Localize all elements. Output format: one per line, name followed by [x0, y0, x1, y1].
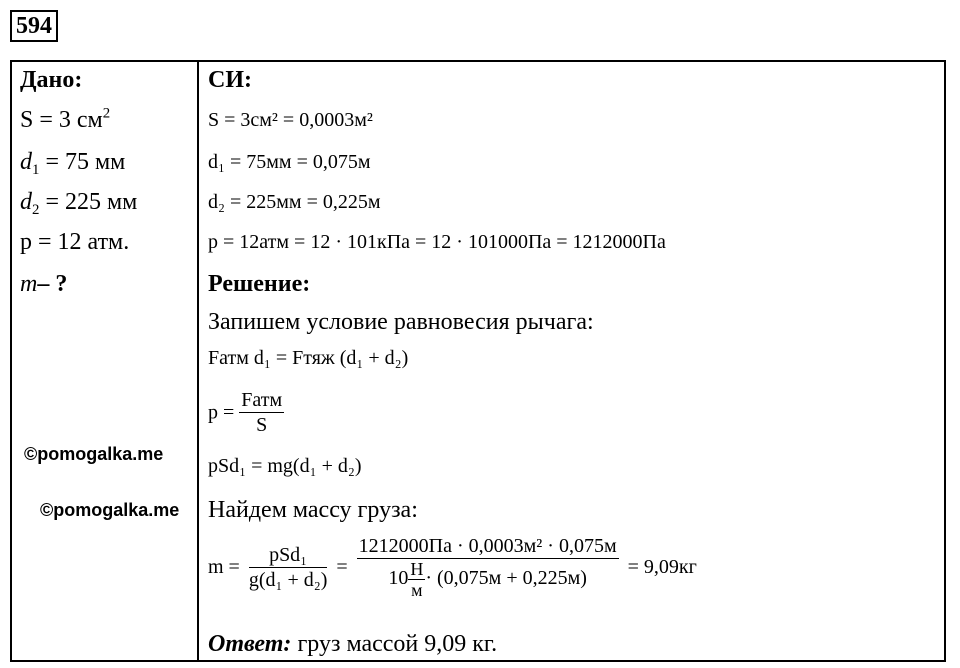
problem-number: 594 [10, 10, 58, 42]
given-d1: $d_1 = 75$ мм [20, 149, 126, 179]
answer-line: Ответ: груз массой 9,09 кг. [208, 631, 498, 657]
given-area: S = 3 $см^2$ [20, 105, 111, 133]
solution-table [10, 60, 946, 662]
given-unknown: m– ? [20, 271, 68, 297]
given-d2: $d_2 = 225$ мм [20, 189, 138, 219]
equation-lever: Fатм d₁ = Fтяж (d₁ + d₂) [208, 347, 409, 369]
equation-pressure: p = $\frac{\text{Fатм}}{S}$ [208, 389, 283, 436]
si-area: S = 3см² = 0,0003м² [208, 109, 373, 131]
solution-header: Решение: [208, 271, 311, 297]
find-mass-text: Найдем массу груза: [208, 497, 418, 523]
given-pressure: p = 12 атм. [20, 229, 130, 255]
given-header: Дано: [20, 67, 83, 93]
solution-intro: Запишем условие равновесия рычага: [208, 309, 594, 335]
si-pressure: p = 12атм = 12 · 101кПа = 12 · 101000Па = 1212000Па [208, 231, 666, 253]
watermark: ©pomogalka.me [24, 444, 164, 464]
si-d2: d₂ = 225мм = 0,225м [208, 191, 381, 213]
equation-mass-balance: pSd₁ = mg(d₁ + d₂) [208, 455, 362, 477]
si-d1: d₁ = 75мм = 0,075м [208, 151, 371, 173]
watermark: ©pomogalka.me [40, 500, 180, 520]
column-divider [197, 62, 199, 660]
si-header: СИ: [208, 67, 252, 93]
equation-mass-result: m = $\frac{\text{pSd₁}}{\text{g(d₁ + d₂)}}$ = 1212000Па · 0,0003м² · 0,075м 10 $\frac{Н}{м}$ · (0,075м + 0,225м) = 9,09кг [208, 535, 697, 600]
